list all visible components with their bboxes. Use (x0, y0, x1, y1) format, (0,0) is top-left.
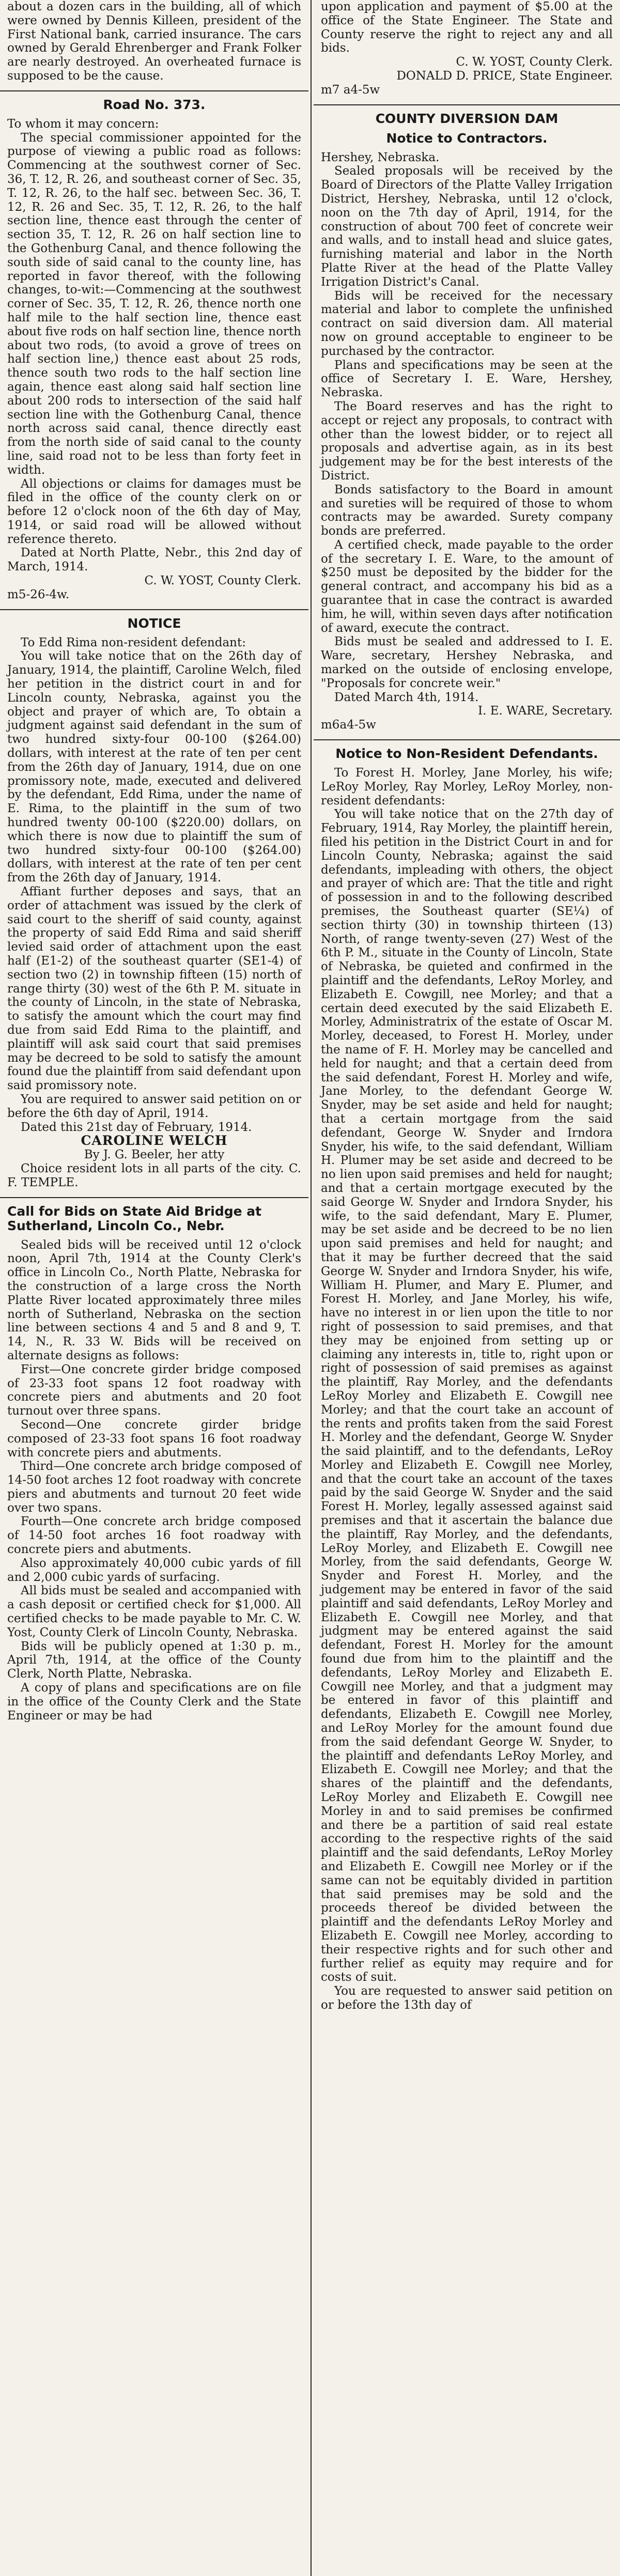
welch-notice-affidavit: Affiant further deposes and says, that an order of attachment was issued by the clerk of said court to the sheriff of said county, against the property of said Edd Rima and said sheriff levied said order of attachment upon the east half (E1-2) of the southeast quarter (SE1-4) of section two (2) in township fifteen (15) north of range thirty (30) west of the 6th P. M. situate in the county of Lincoln, in the state of Nebraska, to satisfy the amount which the court may find due from said Edd Rima to the plaintiff, and plaintiff will ask said court that said premises may be decreed to be sold to satisfy the amount found due the plaintiff from said defendant upon said promissory note. (7, 885, 301, 1093)
road-notice-ref: m5-26-4w. (7, 587, 70, 601)
diversion-dam-place: Hershey, Nebraska. (321, 150, 440, 164)
diversion-dam-proposals: Sealed proposals will be received by the Board of Directors of the Platte Valley Irrigation District, Hershey, Nebraska, until 12 o'clock, noon on the 7th day of April, 1914, for the construction of about 700 feet of concrete weir and walls, and to install head and sluice gates, furnishing material and labor in the North Platte River at the head of the Platte Valley Irrigation District's Canal. (321, 164, 613, 289)
bridge-bids-opening: Bids will be publicly opened at 1:30 p. m., April 7th, 1914, at the office of the County Clerk, North Platte, Nebraska. (7, 1639, 301, 1681)
column-rule (0, 609, 308, 610)
bridge-bids-clerk-signature: C. W. YOST, County Clerk. (456, 55, 613, 69)
welch-notice-answer: You are required to answer said petition on or before the 6th day of April, 1914. (7, 1092, 301, 1120)
welch-notice-signature: CAROLINE WELCH (81, 1133, 228, 1149)
road-notice-dated: Dated at North Platte, Nebr., this 2nd day of March, 1914. (7, 546, 301, 574)
diversion-dam-bonds: Bonds satisfactory to the Board in amount and sureties will be required of those to whom contracts may be awarded. Surety company bonds are preferred. (321, 483, 613, 538)
right-column (314, 0, 620, 2576)
diversion-dam-subheading: Notice to Contractors. (386, 130, 548, 146)
welch-notice-addressee: To Edd Rima non-resident defendant: (21, 635, 246, 649)
classified-lots-ad: Choice resident lots in all parts of the city. C. F. TEMPLE. (7, 1161, 301, 1189)
bridge-bids-design-1: First—One concrete girder bridge composed of 23-33 foot spans 12 foot roadway with concrete piers and abutments and 20 foot turnout over three spans. (7, 1362, 301, 1418)
diversion-dam-board-rights: The Board reserves and has the right to accept or reject any proposals, to contract with other than the lowest bidder, or to reject all proposals and advertise again, as in its best judgement may be for the best interests of the District. (321, 399, 613, 483)
diversion-dam-plans: Plans and specifications may be seen at the office of Secretary I. E. Ware, Hershey, Nebraska. (321, 358, 613, 400)
column-rule (314, 104, 620, 105)
diversion-dam-dated: Dated March 4th, 1914. (334, 690, 479, 704)
column-rule (0, 1197, 308, 1198)
diversion-dam-heading: COUNTY DIVERSION DAM (375, 111, 559, 126)
morley-notice-addressees: To Forest H. Morley, Jane Morley, his wife; LeRoy Morley, Ray Morley, LeRoy Morley, non-resident defendants: (321, 766, 613, 808)
welch-notice (0, 616, 308, 1190)
bridge-bids-intro: Sealed bids will be received until 12 o'clock noon, April 7th, 1914 at the County Clerk's office in Lincoln Co., North Platte, Nebraska for the construction of a large cross the North Platte River located approximately three miles north of Sutherland, Nebraska on the section line between sections 4 and 5 and 8 and 9, T. 14, N., R. 33 W. Bids will be received on alternate designs as follows: (7, 1238, 301, 1362)
column-divider (311, 0, 312, 2576)
bridge-bids-continued (314, 0, 620, 97)
road-notice (0, 98, 308, 602)
welch-notice-attorney: By J. G. Beeler, her atty (84, 1148, 225, 1162)
bridge-bids-design-4: Fourth—One concrete arch bridge composed of 14-50 foot arches 16 foot roadway with concrete piers and abutments. (7, 1515, 301, 1557)
morley-notice (314, 747, 620, 2012)
road-notice-body: The special commissioner appointed for the purpose of viewing a public road as follows: Commencing at the southwest corner of Sec. 36, T. 12, R. 26, and southeast corner of Sec. 35, T. 12, R. 26, to the half sec. between Sec. 36, T. 12, R. 26 and Sec. 35, T. 12, R. 26, to the half section line, thence east through the center of section 35, T. 12, R. 26 on half section line to the Gothenburg Canal, and thence following the south side of said canal to the county line, has reported in favor thereof, with the following changes, to-wit:—Commencing at the southwest corner of Sec. 35, T. 12, R. 26, thence north one half mile to the half section line, thence east about five rods on half section line, thence north about two rods, (to avoid a grove of trees on half section line,) thence east about 25 rods, thence south two rods to the half section line again, thence east along said half section line about 200 rods to intersection of the said half section line with the Gothenburg Canal, thence north across said canal, thence directly east from the north side of said canal to the county line, said road not to be less than forty feet in width. (7, 131, 301, 477)
diversion-dam-notice (314, 112, 620, 732)
fire-article-text: about a dozen cars in the building, all of which were owned by Dennis Killeen, president of the First National bank, carried insurance. The cars owned by Gerald Ehrenberger and Frank Folker are nearly destroyed. An overheated furnace is supposed to be the cause. (7, 0, 301, 83)
bridge-bids-ref: m7 a4-5w (321, 83, 380, 97)
bridge-bids-heading: Call for Bids on State Aid Bridge at Sutherland, Lincoln Co., Nebr. (7, 1203, 262, 1233)
diversion-dam-check: A certified check, made payable to the order of the secretary I. E. Ware, to the amount of $250 must be deposited by the bidder for the general contract, and accompany his bid as a guarantee that in case the contract is awarded him, he will, within seven days after notification of award, execute the contract. (321, 538, 613, 635)
bridge-bids-fill: Also approximately 40,000 cubic yards of fill and 2,000 cubic yards of surfacing. (7, 1556, 301, 1584)
bridge-bids-design-3: Third—One concrete arch bridge composed of 14-50 foot arches 12 foot roadway with concrete piers and abutments and turnout 20 feet wide over two spans. (7, 1460, 301, 1515)
bridge-bids-notice (0, 1204, 308, 1723)
fire-article (0, 0, 308, 83)
bridge-bids-deposit: All bids must be sealed and accompanied with a cash deposit or certified check for $1,000. All certified checks to be made payable to Mr. C. W. Yost, County Clerk of Lincoln County, Nebraska. (7, 1584, 301, 1639)
welch-notice-body: You will take notice that on the 26th day of January, 1914, the plaintiff, Caroline Welch, filed her petition in the district court in and for Lincoln county, Nebraska, against you the object and prayer of which are, To obtain a judgment against said defendant in the sum of two hundred sixty-four 00-100 ($264.00) dollars, with interest at the rate of ten per cent from the 26th day of January, 1914, due on one promissory note, made, executed and delivered by the defendant, Edd Rima, under the name of E. Rima, to the plaintiff in the sum of two hundred twenty 00-100 ($220.00) dollars, on which there is now due to plaintiff the sum of two hundred sixty-four 00-100 ($264.00) dollars, with interest at the rate of ten per cent from the 26th day of January, 1914. (7, 649, 301, 885)
bridge-bids-plans: A copy of plans and specifications are on file in the office of the County Clerk and the State Engineer or may be had (7, 1681, 301, 1722)
diversion-dam-material: Bids will be received for the necessary material and labor to complete the unfinished contract on said diversion dam. All material now on ground acceptable to engineer to be purchased by the contractor. (321, 289, 613, 358)
bridge-bids-cont-text: upon application and payment of $5.00 at the office of the State Engineer. The State and County reserve the right to reject any and all bids. (321, 0, 613, 55)
diversion-dam-sealed: Bids must be sealed and addressed to I. E. Ware, secretary, Hershey Nebraska, and marked on the outside of enclosing envelope, "Proposals for concrete weir." (321, 635, 613, 690)
welch-notice-dated: Dated this 21st day of February, 1914. (21, 1120, 252, 1134)
road-notice-salutation: To whom it may concern: (7, 117, 159, 131)
road-notice-heading: Road No. 373. (103, 97, 206, 112)
left-column (0, 0, 308, 2576)
morley-notice-body: You will take notice that on the 27th day of February, 1914, Ray Morley, the plaintiff herein, filed his petition in the District Court in and for Lincoln County, Nebraska; against the said defendants, impleading with others, the object and prayer of which are: That the title and right of possession in and to the following described premises, the Southeast quarter (SE¼) of section thirty (30) in township thirteen (13) North, of range twenty-seven (27) West of the 6th P. M., situate in the County of Lincoln, State of Nebraska, be quieted and confirmed in the plaintiff and the defendants, LeRoy Morley, and Elizabeth E. Cowgill, nee Morley; and that a certain deed executed by the said Elizabeth E. Morley, Administratrix of the estate of Oscar M. Morley, deceased, to Forest H. Morley, under the name of F. H. Morley may be cancelled and held for naught; and that a certain deed from the said defendant, Forest H. Morley and wife, Jane Morley, to the defendant George W. Snyder, may be set aside and held for naught; that a certain mortgage from the said defendant, George W. Snyder and Irndora Snyder, his wife, to the said defendant, William H. Plumer may be set aside and decreed to be no lien upon said premises and held for naught; and that a certain mortgage executed by the said George W. Snyder and Irndora Snyder, his wife, to the said defendant, Mary E. Plumer, may be set aside and be decreed to be no lien upon said premises and held for naught; and that it may be further decreed that the said George W. Snyder and Irndora Snyder, his wife, William H. Plumer, and Mary E. Plumer, and Forest H. Morley, and Jane Morley, his wife, have no interest in or lien upon the title to nor right of possession to said premises, and that they may be enjoined from setting up or claiming any interests in, title to, right upon or right of possession of said premises as against the plaintiff, Ray Morley, and the defendants LeRoy Morley and Elizabeth E. Cowgill nee Morley; and that the court take an account of the rents and profits taken from the said Forest H. Morley and the defendant, George W. Snyder the said plaintiff, and to the defendants, LeRoy Morley and Elizabeth E. Cowgill nee Morley, and that the court take an account of the taxes paid by the said George W. Snyder and the said Forest H. Morley, legally assessed against said premises and that it ascertain the balance due the plaintiff, Ray Morley, and the defendants, LeRoy Morley, and Elizabeth E. Cowgill nee Morley, from the said defendants, George W. Snyder and Forest H. Morley, and the judgement may be entered in favor of the said plaintiff and said defendants, LeRoy Morley and Elizabeth E. Cowgill nee Morley, and that judgment may be entered against the said defendant, Forest H. Morley for the amount found due from him to the plaintiff and the defendants, LeRoy Morley and Elizabeth E. Cowgill nee Morley, and that a judgment may be entered in favor of this plaintiff and defendants, Elizabeth E. Cowgill nee Morley, and LeRoy Morley for the amount found due from the said defendant George W. Snyder, to the plaintiff and defendants LeRoy Morley, and Elizabeth E. Cowgill nee Morley; and that the shares of the plaintiff and the defendants, LeRoy Morley and Elizabeth E. Cowgill nee Morley in and to said premises be confirmed and there be a partition of said real estate according to the respective rights of the said plaintiff and the said defendants, LeRoy Morley and Elizabeth E. Cowgill nee Morley or if the same can not be equitably divided in partition that said premises may be sold and the proceeds thereof be divided between the plaintiff and the defendants LeRoy Morley and Elizabeth E. Cowgill nee Morley, according to their respective rights and for such other and further relief as equity may require and for costs of suit. (321, 808, 613, 1984)
bridge-bids-engineer-signature: DONALD D. PRICE, State Engineer. (396, 69, 613, 83)
column-rule (0, 90, 308, 91)
welch-notice-heading: NOTICE (127, 615, 181, 631)
morley-notice-answer: You are requested to answer said petition on or before the 13th day of (321, 1984, 613, 2012)
road-notice-signature: C. W. YOST, County Clerk. (144, 574, 301, 588)
bridge-bids-design-2: Second—One concrete girder bridge composed of 23-33 foot spans 16 foot roadway with concrete piers and abutments. (7, 1418, 301, 1460)
morley-notice-heading: Notice to Non-Resident Defendants. (335, 746, 598, 762)
diversion-dam-ref: m6a4-5w (321, 718, 376, 732)
diversion-dam-signature: I. E. WARE, Secretary. (477, 704, 613, 718)
column-rule (314, 739, 620, 740)
road-notice-objections: All objections or claims for damages must be filed in the office of the county clerk on or before 12 o'clock noon of the 6th day of May, 1914, or said road will be allowed without reference thereto. (7, 477, 301, 546)
